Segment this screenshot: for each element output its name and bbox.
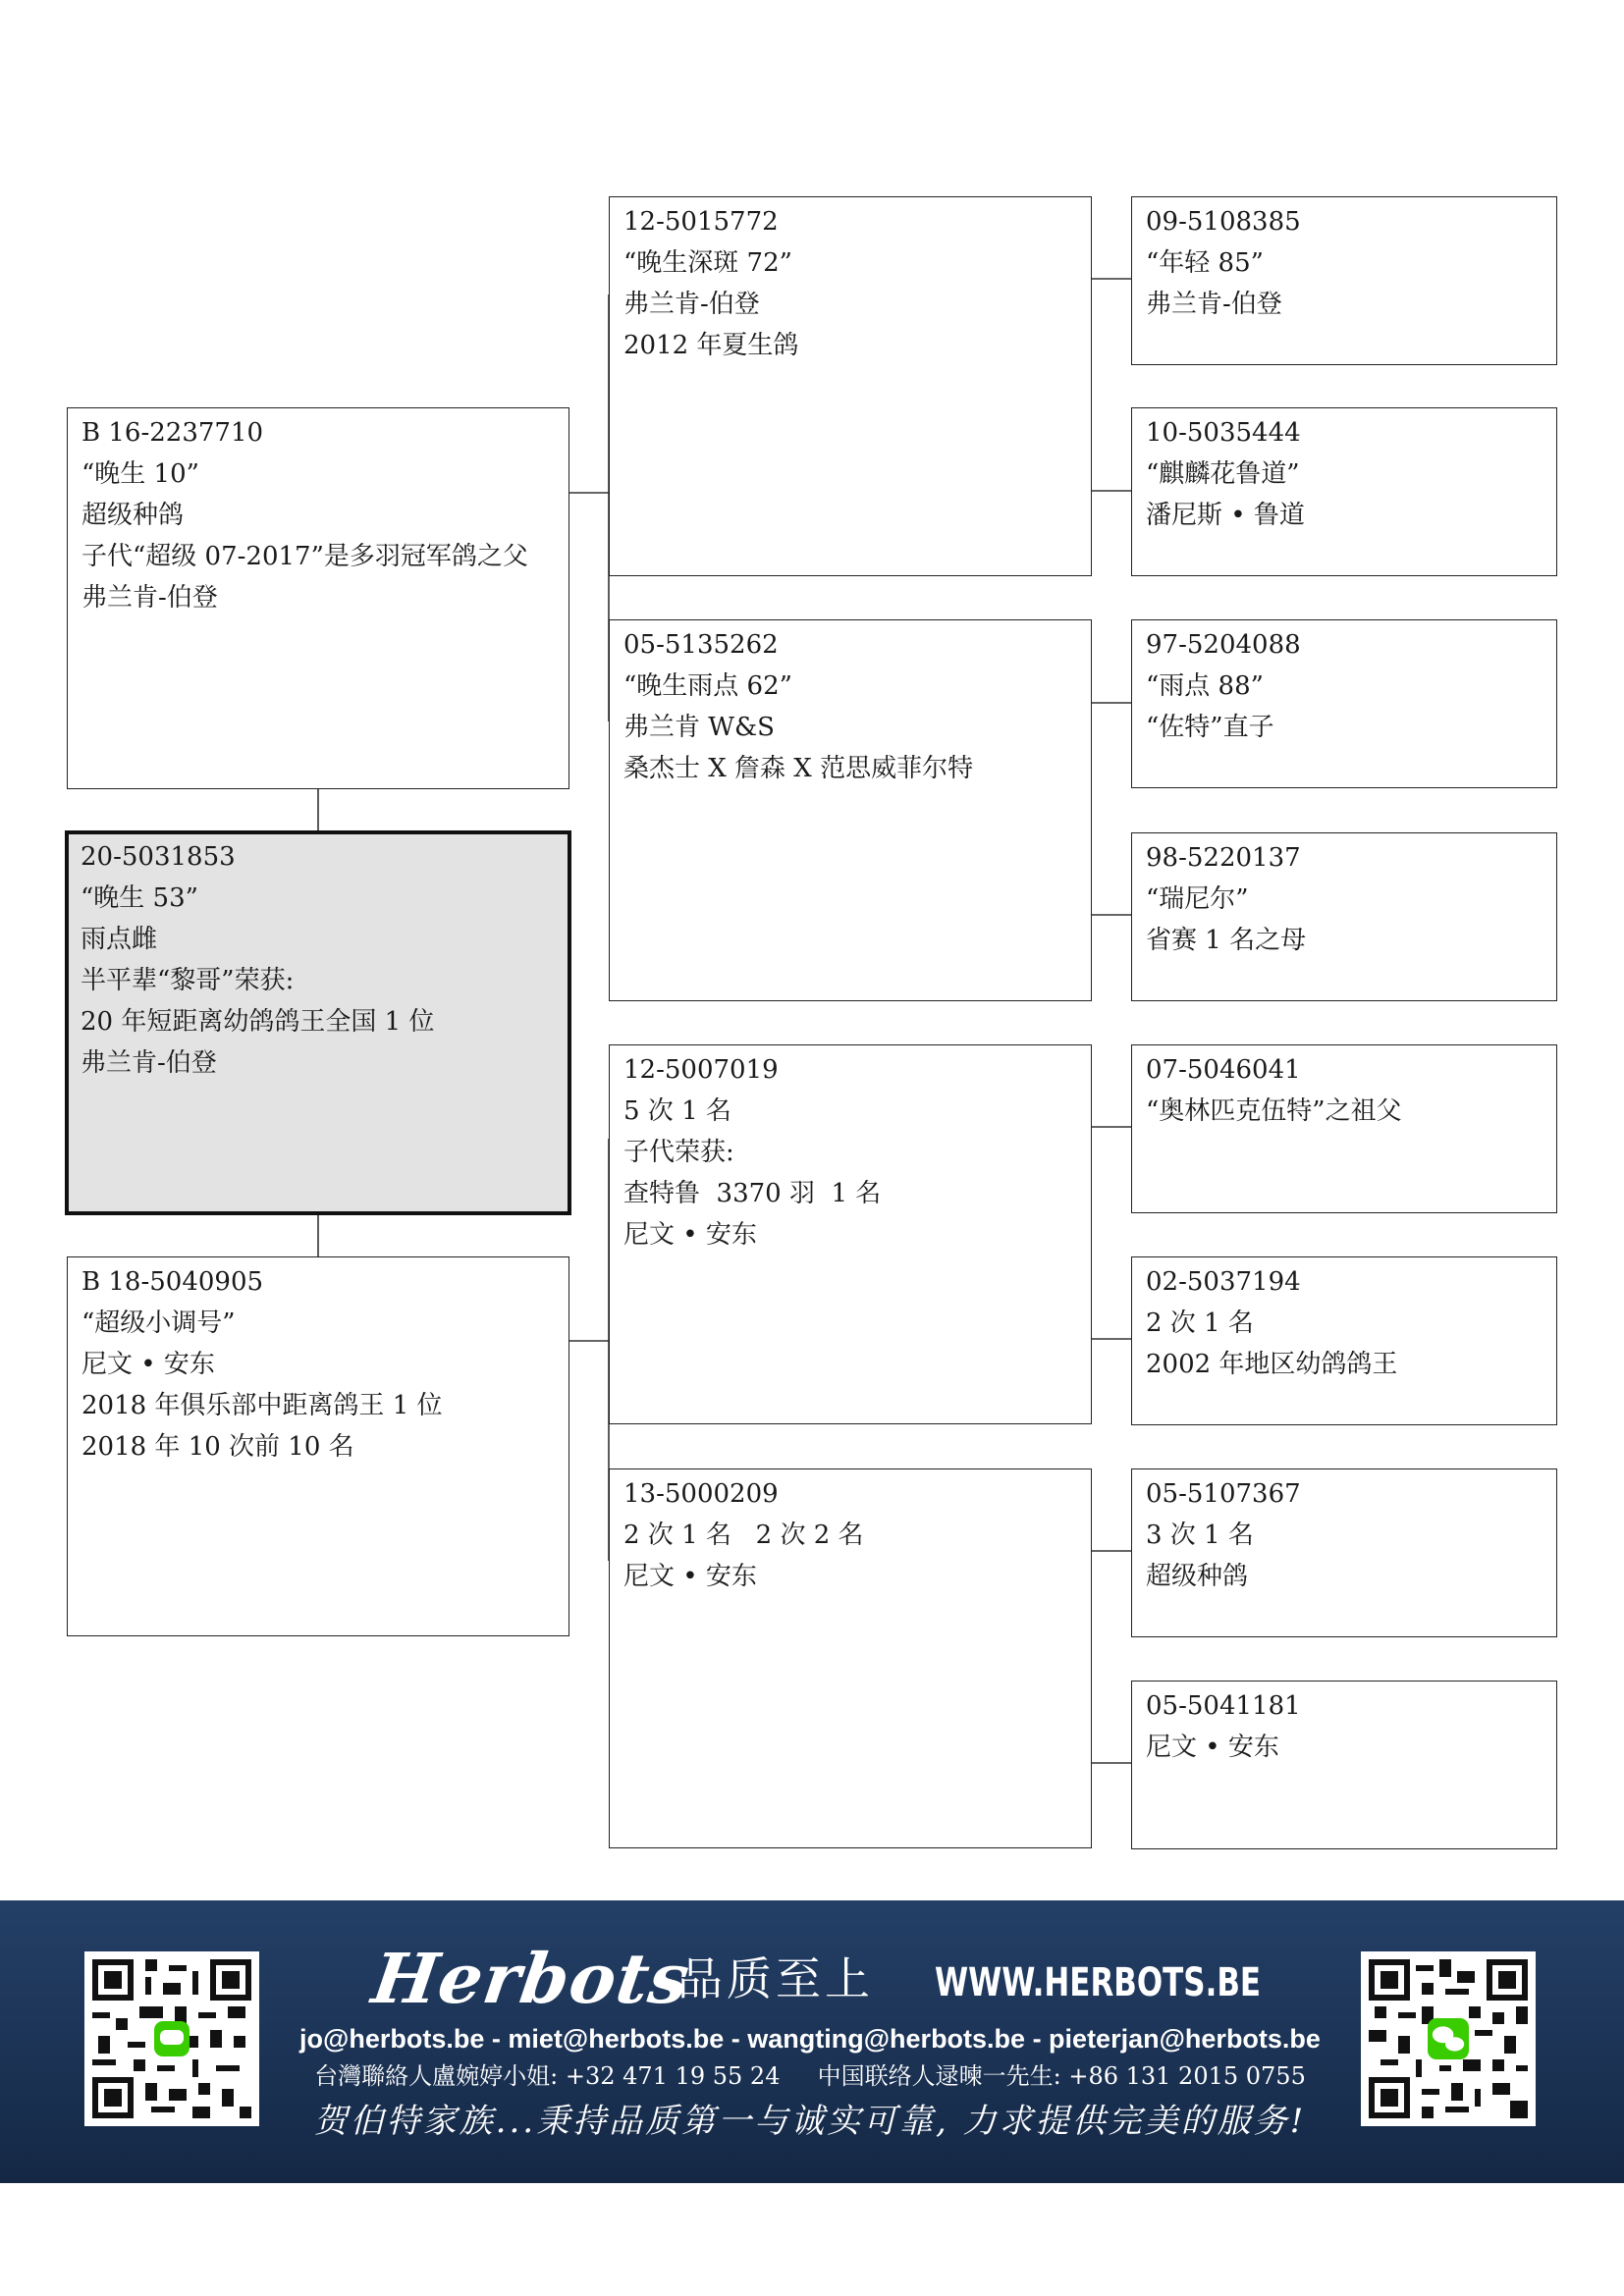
dam-ring-number: B 18-5040905 [81, 1267, 264, 1297]
pedigree-sire-sire-box [609, 196, 1092, 576]
sire-name: “晚生 10” [81, 459, 199, 489]
breeder: 尼文 • 安东 [623, 1220, 757, 1250]
pedigree-dam-dam-box [609, 1468, 1092, 1848]
pedigree-ss-dam-box [1131, 407, 1557, 576]
sire-breeder: 弗兰肯-伯登 [81, 583, 218, 613]
pedigree-sire-dam-box [609, 619, 1092, 1001]
note: 省赛 1 名之母 [1146, 926, 1307, 955]
pedigree-sd-dam-box [1131, 832, 1557, 1001]
pedigree-dd-dam-box [1131, 1681, 1557, 1849]
pedigree-subject-box [65, 830, 571, 1215]
pigeon-name: “麒麟花鲁道” [1146, 459, 1300, 489]
brand-slogan: 品质至上 [677, 1952, 874, 2005]
pedigree-sire-box [67, 407, 569, 789]
note: 查特鲁 3370 羽 1 名 [623, 1179, 882, 1208]
subject-color: 雨点雌 [81, 925, 158, 954]
pedigree-dam-box [67, 1256, 569, 1636]
note: 2012 年夏生鸽 [623, 331, 799, 360]
note: 子代荣获: [623, 1138, 734, 1167]
note: “奥林匹克伍特”之祖父 [1146, 1096, 1402, 1126]
subject-ring-number: 20-5031853 [81, 842, 236, 872]
pedigree-ss-sire-box [1131, 196, 1557, 365]
pigeon-name: “瑞尼尔” [1146, 884, 1249, 914]
ring-number: 05-5107367 [1146, 1479, 1301, 1509]
dam-name: “超级小调号” [81, 1308, 236, 1338]
website-link[interactable]: WWW.HERBOTS.BE [935, 1960, 1262, 2005]
note: 2002 年地区幼鸽鸽王 [1146, 1350, 1398, 1379]
qr-code-icon [92, 1959, 251, 2118]
pedigree-ds-dam-box [1131, 1256, 1557, 1425]
ring-number: 97-5204088 [1146, 630, 1301, 660]
note: “佐特”直子 [1146, 713, 1274, 742]
note: 2 次 1 名 2 次 2 名 [623, 1521, 864, 1550]
breeder: 潘尼斯 • 鲁道 [1146, 501, 1305, 530]
subject-note: 20 年短距离幼鸽鸽王全国 1 位 [81, 1007, 435, 1037]
contact-emails[interactable]: jo@herbots.be - miet@herbots.be - wangting@herbots.be - pieterjan@herbots.be [299, 2024, 1321, 2054]
brand-logo: Herbots [367, 1938, 695, 2019]
contact-china: 中国联络人逯暕一先生: +86 131 2015 0755 [817, 2062, 1306, 2090]
pigeon-name: “年轻 85” [1146, 248, 1264, 278]
ring-number: 12-5007019 [623, 1055, 779, 1085]
dam-note: 2018 年 10 次前 10 名 [81, 1432, 354, 1462]
ring-number: 10-5035444 [1146, 418, 1301, 448]
ring-number: 12-5015772 [623, 207, 779, 237]
breeder: 尼文 • 安东 [623, 1562, 757, 1591]
breeder: 弗兰肯-伯登 [623, 290, 760, 319]
sire-note: 超级种鸽 [81, 501, 185, 530]
breeder: 弗兰肯 W&S [623, 713, 775, 742]
ring-number: 02-5037194 [1146, 1267, 1301, 1297]
note: 超级种鸽 [1146, 1562, 1249, 1591]
ring-number: 98-5220137 [1146, 843, 1301, 873]
ring-number: 13-5000209 [623, 1479, 779, 1509]
contact-taiwan: 台灣聯絡人盧婉婷小姐: +32 471 19 55 24 [314, 2062, 781, 2090]
subject-note: 半平辈“黎哥”荣获: [81, 966, 295, 995]
footer-tagline: 贺伯特家族...秉持品质第一与诚实可靠, 力求提供完美的服务! [313, 2102, 1307, 2141]
note: 3 次 1 名 [1146, 1521, 1254, 1550]
sire-ring-number: B 16-2237710 [81, 418, 264, 448]
qr-code-icon [1369, 1959, 1528, 2118]
pedigree-dd-sire-box [1131, 1468, 1557, 1637]
ring-number: 05-5135262 [623, 630, 779, 660]
pigeon-name: “雨点 88” [1146, 671, 1264, 701]
pigeon-name: “晚生雨点 62” [623, 671, 792, 701]
pedigree-ds-sire-box [1131, 1044, 1557, 1213]
sire-note: 子代“超级 07-2017”是多羽冠军鸽之父 [81, 542, 528, 571]
ring-number: 05-5041181 [1146, 1691, 1301, 1721]
breeder: 弗兰肯-伯登 [1146, 290, 1282, 319]
qr-code-line [84, 1951, 259, 2126]
dam-note: 2018 年俱乐部中距离鸽王 1 位 [81, 1391, 443, 1420]
subject-name: “晚生 53” [81, 883, 198, 913]
note: 桑杰士 X 詹森 X 范思威菲尔特 [623, 754, 974, 783]
pedigree-sd-sire-box [1131, 619, 1557, 788]
ring-number: 07-5046041 [1146, 1055, 1301, 1085]
pedigree-dam-sire-box [609, 1044, 1092, 1424]
breeder: 尼文 • 安东 [1146, 1733, 1279, 1762]
dam-breeder: 尼文 • 安东 [81, 1350, 215, 1379]
footer-banner [0, 1900, 1624, 2183]
note: 5 次 1 名 [623, 1096, 731, 1126]
pigeon-name: “晚生深斑 72” [623, 248, 792, 278]
ring-number: 09-5108385 [1146, 207, 1301, 237]
subject-breeder: 弗兰肯-伯登 [81, 1048, 217, 1078]
note: 2 次 1 名 [1146, 1308, 1254, 1338]
contact-phones [285, 2059, 1335, 2093]
qr-code-wechat [1361, 1951, 1536, 2126]
